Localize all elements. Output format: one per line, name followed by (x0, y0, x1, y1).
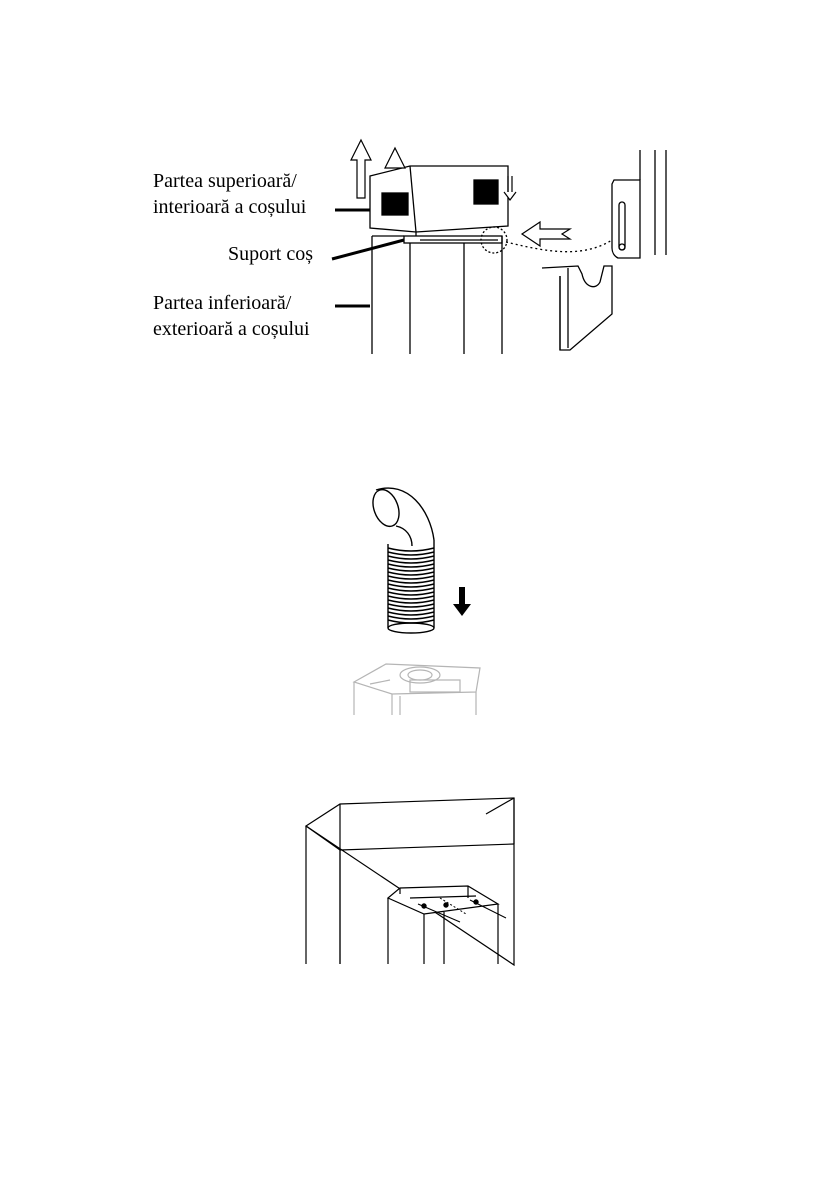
label-lower-chimney-line1: Partea inferioară/ (153, 292, 292, 314)
label-upper-chimney-line1: Partea superioară/ (153, 170, 297, 192)
hood-motor-icon (354, 664, 480, 715)
wall-frame-icon (306, 798, 514, 965)
figure-wall-bracket (300, 790, 530, 970)
figure-flexible-duct (330, 470, 500, 730)
duct-ribs (388, 548, 434, 623)
arrow-left-icon (522, 222, 570, 246)
vent-right-icon (474, 180, 498, 204)
bracket-detail-lower-icon (542, 266, 612, 350)
flexible-duct-drawing (330, 470, 500, 730)
wall-bracket-drawing (300, 790, 530, 970)
bracket-detail-upper-icon (612, 150, 666, 258)
figure-chimney-assembly (0, 0, 840, 380)
chimney-bracket-icon (388, 886, 498, 964)
arrow-down-icon (453, 587, 471, 616)
vent-left-icon (382, 193, 408, 215)
label-chimney-support: Suport coș (228, 243, 313, 265)
chimney-assembly-drawing (0, 0, 840, 380)
label-upper-chimney-line2: interioară a coșului (153, 196, 307, 218)
label-lower-chimney-line2: exterioară a coșului (153, 318, 310, 340)
